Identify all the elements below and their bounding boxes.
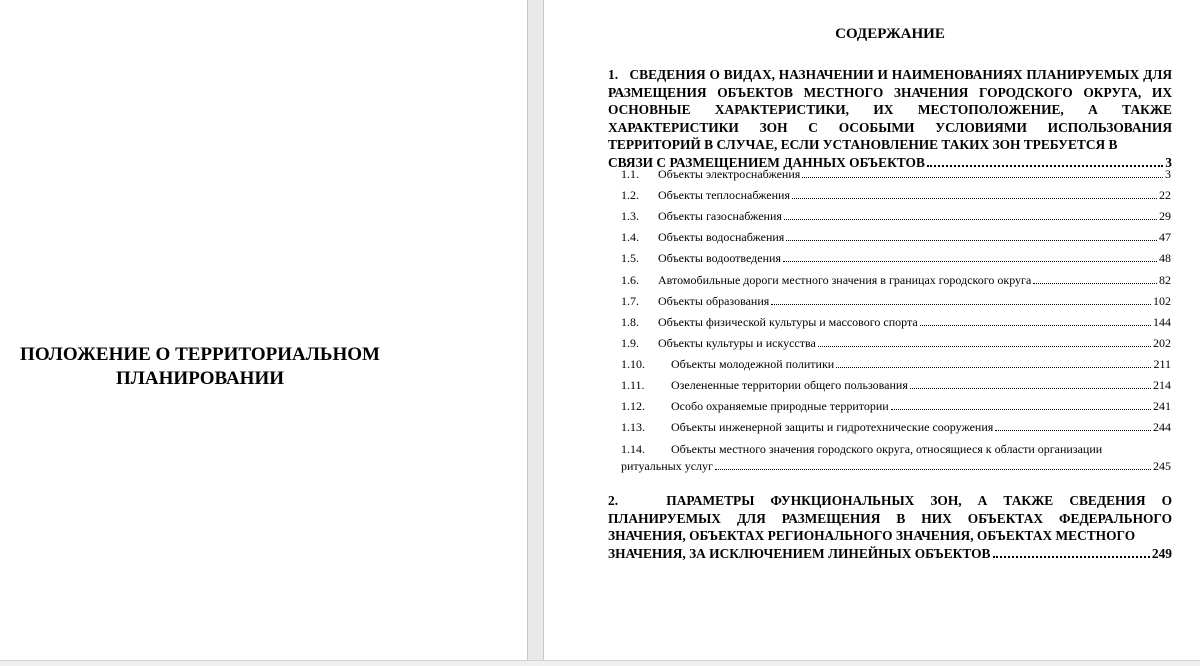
dot-leader	[792, 198, 1157, 199]
toc-item-page: 102	[1153, 294, 1171, 308]
toc-item-page: 245	[1153, 459, 1171, 473]
status-bar	[0, 660, 1200, 666]
toc-item[interactable]	[621, 272, 1171, 288]
toc-item-page: 211	[1153, 357, 1171, 371]
toc-item[interactable]	[621, 335, 1171, 351]
page-gap	[527, 0, 544, 660]
toc-section-2-text-last: ЗНАЧЕНИЯ, ЗА ИСКЛЮЧЕНИЕМ ЛИНЕЙНЫХ ОБЪЕКТОВ	[608, 545, 991, 561]
toc-item[interactable]	[621, 229, 1171, 245]
toc-item-page: 244	[1153, 420, 1171, 434]
toc-section-1-number: 1.	[608, 67, 619, 82]
toc-item[interactable]	[621, 398, 1171, 414]
dot-leader	[920, 325, 1151, 326]
toc-item-number: 1.11.	[621, 378, 645, 392]
toc-item-page: 82	[1159, 273, 1171, 287]
dot-leader	[771, 304, 1151, 305]
toc-item[interactable]	[621, 166, 1171, 182]
toc-section-1[interactable]	[608, 66, 1172, 172]
toc-item[interactable]	[621, 314, 1171, 330]
toc-item-text: Озелененные территории общего пользования	[671, 378, 908, 392]
toc-item-text: Объекты инженерной защиты и гидротехнические сооружения	[671, 420, 994, 434]
toc-item-page: 47	[1159, 230, 1171, 244]
toc-item-text: Объекты теплоснабжения	[658, 188, 790, 202]
toc-item-number: 1.1.	[621, 167, 639, 181]
dot-leader	[910, 388, 1151, 389]
dot-leader	[993, 556, 1150, 558]
toc-section-2-lastline	[608, 545, 1172, 563]
toc-item-text: Автомобильные дороги местного значения в границах городского округа	[658, 273, 1032, 287]
toc-item-number: 1.2.	[621, 188, 639, 202]
toc-section-1-text: 1. СВЕДЕНИЯ О ВИДАХ, НАЗНАЧЕНИИ И НАИМЕНОВАНИЯХ ПЛАНИРУЕМЫХ ДЛЯ РАЗМЕЩЕНИЯ ОБЪЕКТОВ МЕСТНОГО ЗНАЧЕНИЯ ГОРОДСКОГО ОКРУГА, ИХ ОСНОВНЫЕ ХАРАКТЕРИСТИКИ, ИХ МЕСТОПОЛОЖЕНИЕ, А ТАКЖЕ ХАРАКТЕРИСТИКИ ЗОН С ОСОБЫМИ УСЛОВИЯМИ ИСПОЛЬЗОВАНИЯ ТЕРРИТОРИЙ В СЛУЧАЕ, ЕСЛИ УСТАНОВЛЕНИЕ ТАКИХ ЗОН ТРЕБУЕТСЯ В	[608, 67, 1172, 153]
toc-item-text: Объекты молодежной политики	[671, 357, 835, 371]
toc-item[interactable]	[621, 377, 1171, 393]
toc-item-number: 1.9.	[621, 336, 639, 350]
dot-leader	[786, 240, 1157, 241]
toc-item-text: Особо охраняемые природные территории	[671, 399, 889, 413]
toc-item-text-continued: ритуальных услуг	[621, 459, 713, 473]
toc-item[interactable]	[621, 419, 1171, 435]
toc-item[interactable]	[621, 187, 1171, 203]
toc-section-2[interactable]	[608, 492, 1172, 562]
toc-item-page: 22	[1159, 188, 1171, 202]
toc-item[interactable]	[621, 208, 1171, 224]
toc-item-text: Объекты образования	[658, 294, 770, 308]
toc-item[interactable]	[621, 441, 1171, 475]
dot-leader	[995, 430, 1151, 431]
toc-item-page: 202	[1153, 336, 1171, 350]
toc-item-page: 48	[1159, 251, 1171, 265]
toc-item-number: 1.10.	[621, 357, 645, 371]
dot-leader	[1033, 283, 1157, 284]
toc-item[interactable]	[621, 356, 1171, 372]
document-title-line2: ПЛАНИРОВАНИИ	[115, 368, 285, 389]
toc-item-page: 29	[1159, 209, 1171, 223]
toc-item-text: Объекты газоснабжения	[658, 209, 782, 223]
toc-item-number: 1.5.	[621, 251, 639, 265]
toc-section-2-text: 2. ПАРАМЕТРЫ ФУНКЦИОНАЛЬНЫХ ЗОН, А ТАКЖЕ СВЕДЕНИЯ О ПЛАНИРУЕМЫХ ДЛЯ РАЗМЕЩЕНИЯ В НИХ ОБЪЕКТАХ ФЕДЕРАЛЬНОГО ЗНАЧЕНИЯ, ОБЪЕКТАХ РЕГИОНАЛЬНОГО ЗНАЧЕНИЯ, ОБЪЕКТАХ МЕСТНОГО	[608, 493, 1172, 544]
dot-leader	[891, 409, 1151, 410]
toc-item-text: Объекты электроснабжения	[658, 167, 801, 181]
toc-item-page: 144	[1153, 315, 1171, 329]
toc-item-number: 1.8.	[621, 315, 639, 329]
toc-heading: СОДЕРЖАНИЕ	[835, 26, 945, 42]
toc-item-number: 1.4.	[621, 230, 639, 244]
toc-item-page: 214	[1153, 378, 1171, 392]
toc-item-number: 1.7.	[621, 294, 639, 308]
toc-item-text: Объекты культуры и искусства	[658, 336, 816, 350]
toc-item-text: Объекты физической культуры и массового спорта	[658, 315, 918, 329]
toc-item[interactable]	[621, 293, 1171, 309]
document-title-line1: ПОЛОЖЕНИЕ О ТЕРРИТОРИАЛЬНОМ	[20, 344, 380, 365]
dot-leader	[836, 367, 1151, 368]
toc-section-1-page: 3	[1165, 154, 1172, 170]
toc-item-line1	[621, 441, 1171, 458]
toc-section-1-text-last: СВЯЗИ С РАЗМЕЩЕНИЕМ ДАННЫХ ОБЪЕКТОВ	[608, 154, 925, 170]
document-title	[0, 343, 400, 391]
toc-item-text: Объекты водоотведения	[658, 251, 781, 265]
toc-item-number: 1.6.	[621, 273, 639, 287]
toc-section-2-number: 2.	[608, 493, 619, 508]
dot-leader	[784, 219, 1157, 220]
toc-item-text: Объекты местного значения городского округа, относящиеся к области организации	[671, 442, 1103, 456]
dot-leader	[818, 346, 1151, 347]
toc-section-2-page: 249	[1151, 545, 1172, 561]
toc-item-page: 241	[1153, 399, 1171, 413]
toc-item-page: 3	[1165, 167, 1171, 181]
toc-item-line2	[621, 458, 1171, 475]
dot-leader	[802, 177, 1163, 178]
dot-leader	[783, 261, 1157, 262]
left-page	[0, 0, 527, 660]
toc-item-text: Объекты водоснабжения	[658, 230, 785, 244]
toc-item-number: 1.12.	[621, 399, 645, 413]
toc-item-number: 1.3.	[621, 209, 639, 223]
toc-item-number: 1.13.	[621, 420, 645, 434]
dot-leader	[715, 469, 1151, 470]
toc-item-number: 1.14.	[621, 442, 645, 456]
toc-item[interactable]	[621, 250, 1171, 266]
